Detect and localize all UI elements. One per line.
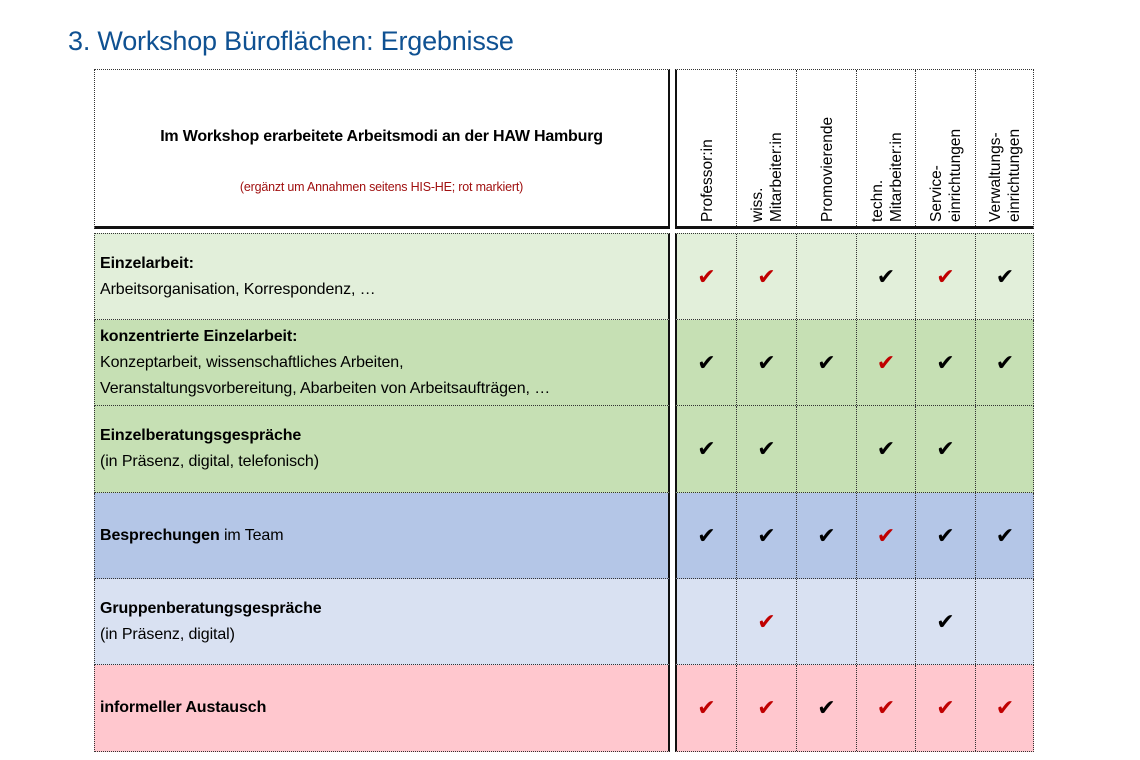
row-title [100, 324, 668, 350]
red-checkmark-icon: ✔ [697, 695, 716, 720]
check-cell [737, 320, 797, 405]
check-cell [677, 579, 737, 664]
black-checkmark-icon: ✔ [876, 436, 896, 461]
check-cell [976, 320, 1034, 405]
row-label-cell [94, 406, 670, 493]
row-title-bold: Besprechungen [100, 526, 220, 544]
row-check-cells [675, 320, 1034, 406]
black-checkmark-icon: ✔ [995, 263, 1015, 289]
check-cell [797, 665, 857, 751]
row-title [100, 423, 668, 449]
check-cell [916, 579, 976, 664]
check-cell [797, 234, 857, 319]
check-cell [677, 493, 737, 578]
column-header-label: Verwaltungs- [987, 132, 1004, 222]
red-checkmark-icon: ✔ [936, 263, 955, 289]
column-header [737, 70, 797, 226]
check-cell [976, 665, 1034, 751]
column-header-label: Service- [928, 165, 945, 222]
check-cell [916, 406, 976, 492]
black-checkmark-icon: ✔ [697, 522, 716, 548]
row-title-bold: Einzelarbeit: [100, 254, 194, 272]
column-header [916, 70, 976, 226]
row-label-cell [94, 320, 670, 406]
column-header-label: Professor:in [698, 139, 716, 222]
black-checkmark-icon: ✔ [697, 436, 716, 461]
column-header [976, 70, 1034, 226]
check-cell [737, 406, 797, 492]
check-cell [797, 493, 857, 578]
black-checkmark-icon: ✔ [936, 608, 955, 634]
check-cell [797, 579, 857, 664]
check-cell [677, 665, 737, 751]
red-checkmark-icon: ✔ [876, 349, 896, 375]
row-title [100, 596, 668, 622]
black-checkmark-icon: ✔ [817, 522, 836, 548]
red-checkmark-icon: ✔ [757, 263, 776, 289]
row-title-bold: informeller Austausch [100, 699, 267, 716]
check-cell [857, 665, 916, 751]
black-checkmark-icon: ✔ [936, 522, 955, 548]
check-cell [976, 493, 1034, 578]
red-checkmark-icon: ✔ [697, 263, 716, 289]
column-header-label: einrichtungen [947, 128, 964, 222]
page-title: 3. Workshop Büroflächen: Ergebnisse [68, 26, 514, 56]
check-cell [737, 234, 797, 319]
check-cell [677, 234, 737, 319]
row-check-cells [675, 493, 1034, 579]
column-header-label: Promovierende [818, 116, 836, 222]
black-checkmark-icon: ✔ [995, 349, 1015, 375]
row-title-bold: konzentrierte Einzelarbeit: [100, 327, 298, 345]
table-header-title: Im Workshop erarbeitete Arbeitsmodi an der HAW Hamburg [160, 128, 603, 145]
check-cell [976, 234, 1034, 319]
black-checkmark-icon: ✔ [817, 695, 836, 720]
row-label-cell [94, 233, 670, 320]
check-cell [916, 493, 976, 578]
black-checkmark-icon: ✔ [697, 349, 716, 375]
red-checkmark-icon: ✔ [995, 695, 1015, 720]
column-header-label: einrichtungen [1006, 128, 1023, 222]
check-cell [737, 493, 797, 578]
red-checkmark-icon: ✔ [876, 522, 896, 548]
table-header-note: (ergänzt um Annahmen seitens HIS-HE; rot markiert) [239, 180, 524, 194]
check-cell [916, 320, 976, 405]
column-headers [675, 69, 1034, 229]
row-description: (in Präsenz, digital) [100, 625, 235, 643]
table-header-description [94, 69, 670, 229]
check-cell [677, 406, 737, 492]
check-cell [797, 320, 857, 405]
check-cell [857, 320, 916, 405]
check-cell [976, 406, 1034, 492]
check-cell [797, 406, 857, 492]
red-checkmark-icon: ✔ [936, 695, 955, 720]
row-description: Veranstaltungsvorbereitung, Abarbeiten von Arbeitsaufträgen, … [100, 379, 551, 397]
row-description: Arbeitsorganisation, Korrespondenz, … [100, 280, 376, 298]
black-checkmark-icon: ✔ [995, 522, 1015, 548]
column-header-label: Mitarbeiter:in [887, 132, 905, 222]
row-check-cells [675, 233, 1034, 320]
red-checkmark-icon: ✔ [757, 608, 776, 634]
row-title-bold: Gruppenberatungsgespräche [100, 599, 322, 617]
row-title [100, 523, 668, 549]
check-cell [737, 665, 797, 751]
red-checkmark-icon: ✔ [757, 695, 776, 720]
row-title-rest: im Team [219, 526, 284, 544]
check-cell [857, 406, 916, 492]
row-description: Konzeptarbeit, wissenschaftliches Arbeiten, [100, 353, 404, 371]
row-title [100, 251, 668, 277]
row-check-cells [675, 406, 1034, 493]
row-description: (in Präsenz, digital, telefonisch) [100, 453, 319, 470]
column-header [857, 70, 916, 226]
check-cell [677, 320, 737, 405]
check-cell [857, 493, 916, 578]
check-cell [976, 579, 1034, 664]
row-label-cell [94, 493, 670, 579]
check-cell [857, 234, 916, 319]
row-check-cells [675, 579, 1034, 665]
column-header-label: Mitarbeiter:in [768, 132, 785, 222]
check-cell [857, 579, 916, 664]
black-checkmark-icon: ✔ [817, 349, 836, 375]
row-label-cell [94, 579, 670, 665]
black-checkmark-icon: ✔ [936, 349, 955, 375]
column-header-label: wiss. [749, 187, 766, 222]
row-check-cells [675, 665, 1034, 752]
black-checkmark-icon: ✔ [757, 436, 776, 461]
black-checkmark-icon: ✔ [876, 263, 896, 289]
check-cell [916, 234, 976, 319]
column-header [677, 70, 737, 226]
row-title [100, 695, 668, 721]
black-checkmark-icon: ✔ [936, 436, 955, 461]
black-checkmark-icon: ✔ [757, 522, 776, 548]
row-title-bold: Einzelberatungsgespräche [100, 427, 302, 444]
row-label-cell [94, 665, 670, 752]
column-header [797, 70, 857, 226]
red-checkmark-icon: ✔ [876, 695, 896, 720]
black-checkmark-icon: ✔ [757, 349, 776, 375]
check-cell [916, 665, 976, 751]
column-header-label: techn. [868, 179, 886, 222]
check-cell [737, 579, 797, 664]
